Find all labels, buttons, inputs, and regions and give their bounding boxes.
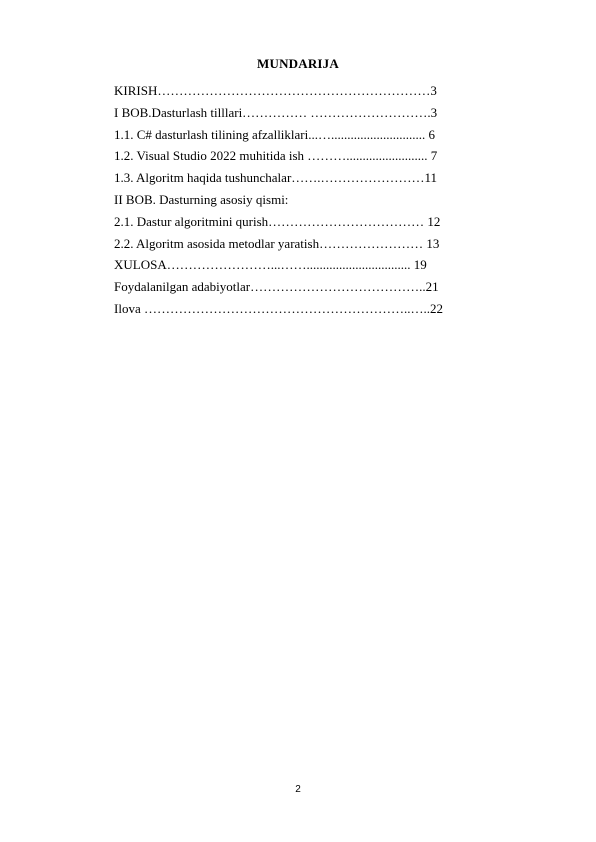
toc-entry-section-1-2: 1.2. Visual Studio 2022 muhitida ish ………......................... 7 [114,148,438,164]
toc-entry-chapter-1: I BOB.Dasturlash tilllari…………… ……………………….3 [114,104,438,120]
toc-entry-chapter-2: II BOB. Dasturning asosiy qismi: [114,191,289,207]
page-title: MUNDARIJA [257,56,339,71]
page-number: 2 [295,784,301,795]
toc-entry-kirish: KIRISH………………………………………………………3 [114,83,437,98]
toc-entry-section-2-1: 2.1. Dastur algoritmini qurish……………………………… 12 [114,213,441,229]
toc-entry-section-1-1: 1.1. C# dasturlash tilining afzalliklari...…............................. 6 [114,126,435,142]
toc-entry-references: Foydalanilgan adabiyotlar…………………………………..21 [114,279,439,295]
toc-entry-section-2-2: 2.2. Algoritm asosida metodlar yaratish…………………… 13 [114,235,440,251]
table-of-contents [114,80,474,320]
toc-entry-appendix: Ilova ……………………………………………………..…..22 [114,300,443,316]
toc-entry-section-1-3: 1.3. Algoritm haqida tushunchalar…….……………………11 [114,170,438,186]
toc-entry-xulosa: XULOSA……………………...……................................ 19 [114,257,427,273]
